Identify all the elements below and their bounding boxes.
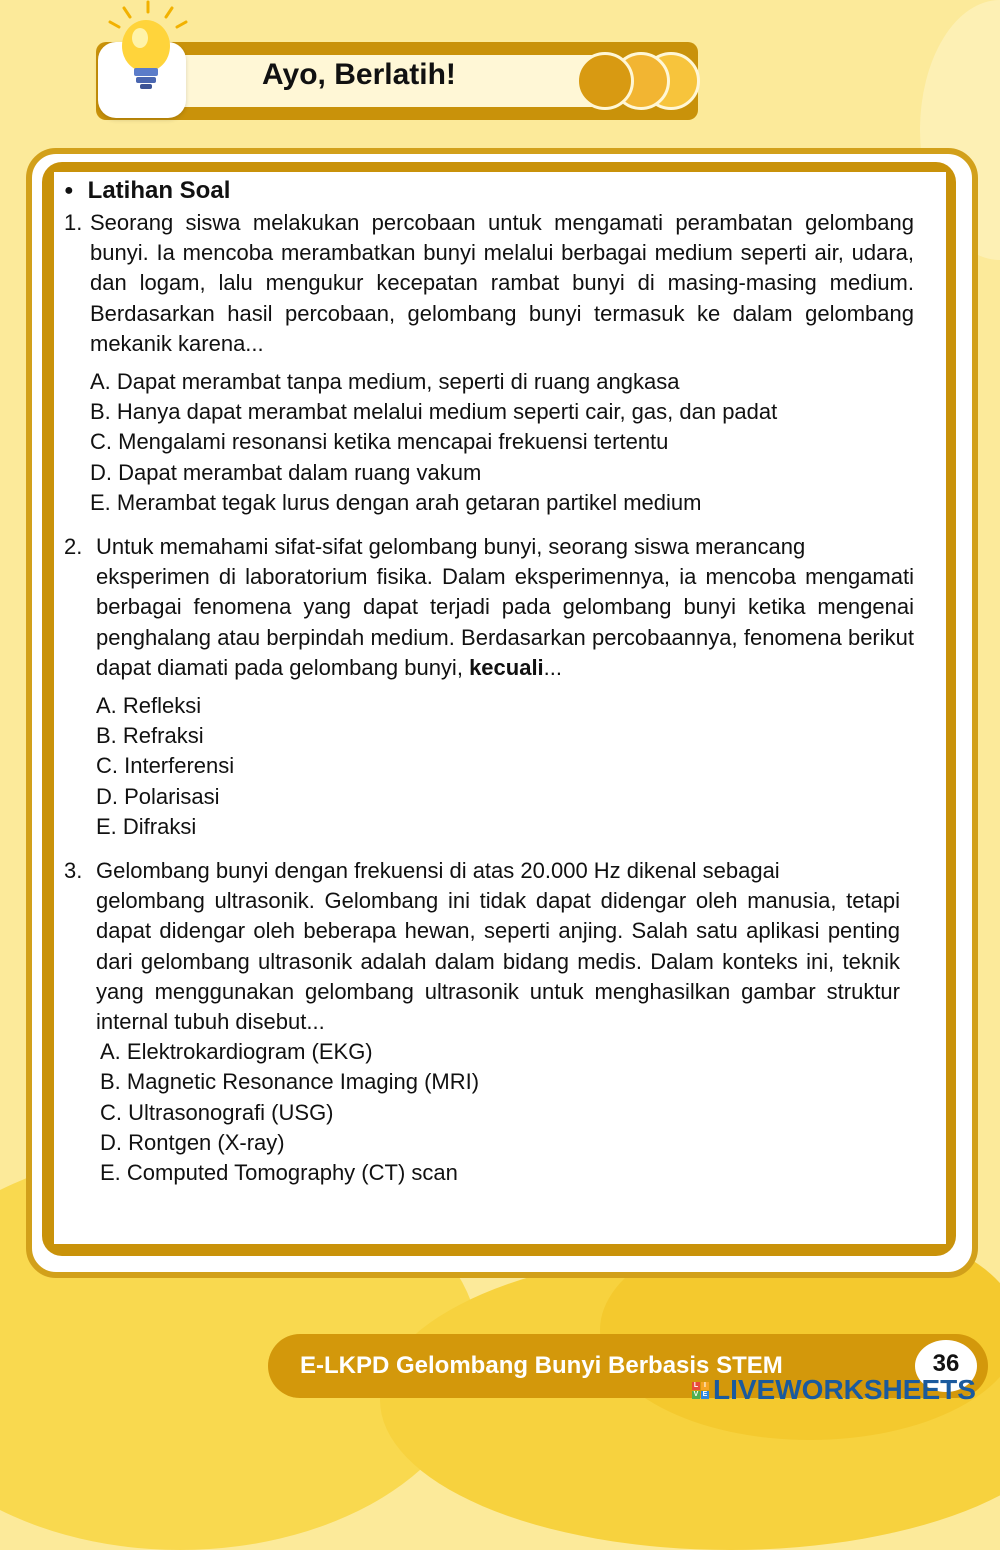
section-heading [64, 176, 914, 206]
question-number: 2. [64, 534, 83, 560]
watermark-text: LIVEWORKSHEETS [713, 1374, 976, 1405]
option-a[interactable]: A. Elektrokardiogram (EKG) [100, 1039, 373, 1065]
option-a[interactable]: A. Dapat merambat tanpa medium, seperti di ruang angkasa [90, 369, 680, 395]
option-e[interactable]: E. Computed Tomography (CT) scan [100, 1160, 458, 1186]
page-title: Ayo, Berlatih! [262, 58, 456, 91]
question-emphasis: kecuali [469, 654, 544, 680]
option-c[interactable]: C. Interferensi [96, 753, 235, 779]
option-b[interactable]: B. Magnetic Resonance Imaging (MRI) [100, 1069, 480, 1095]
page-number: 36 [932, 1350, 960, 1377]
bullet-icon: ● [64, 182, 74, 199]
question-2 [64, 532, 914, 842]
answer-options [96, 691, 914, 842]
option-e[interactable]: E. Difraksi [96, 813, 197, 839]
section-title: Latihan Soal [87, 177, 231, 204]
circle-decoration-icon [576, 52, 634, 110]
question-text: gelombang ultrasonik. Gelombang ini tidak dapat didengar oleh manusia, tetapi dapat didengar oleh beberapa hewan, seperti anjing. Salah satu aplikasi penting dari gelombang ultrasonik adalah dalam bidang medis. Dalam konteks ini, teknik yang menggunakan gelombang ultrasonik untuk menghasilkan gambar struktur internal tubuh disebut... [96, 888, 900, 1035]
option-d[interactable]: D. Rontgen (X-ray) [100, 1129, 285, 1155]
answer-options [90, 367, 914, 518]
question-number: 3. [64, 858, 83, 884]
option-c[interactable]: C. Ultrasonografi (USG) [100, 1099, 334, 1125]
liveworksheets-logo-icon: L I V E [693, 1381, 708, 1398]
question-text-first-line: Untuk memahami sifat-sifat gelombang bunyi, seorang siswa merancang [96, 534, 806, 560]
liveworksheets-watermark [692, 1374, 976, 1406]
option-b[interactable]: B. Hanya dapat merambat melalui medium seperti cair, gas, dan padat [90, 399, 778, 425]
question-text-body: eksperimen di laboratorium fisika. Dalam eksperimennya, ia mencoba mengamati berbagai fenomena yang dapat terjadi pada gelombang bunyi ketika mengenai penghalang atau berpindah medium. Berdasarkan percobaannya, fenomena berikut dapat diamati pada gelombang bunyi, [96, 564, 914, 680]
option-e[interactable]: E. Merambat tegak lurus dengan arah getaran partikel medium [90, 489, 702, 515]
option-b[interactable]: B. Refraksi [96, 723, 204, 749]
option-d[interactable]: D. Polarisasi [96, 783, 220, 809]
question-number: 1. [64, 210, 83, 235]
answer-options [100, 1037, 914, 1188]
lightbulb-icon [100, 0, 196, 100]
question-3 [64, 856, 914, 1188]
footer-title: E-LKPD Gelombang Bunyi Berbasis STEM [300, 1352, 783, 1379]
option-c[interactable]: C. Mengalami resonansi ketika mencapai frekuensi tertentu [90, 429, 669, 455]
question-1 [64, 208, 914, 518]
question-text [96, 562, 914, 683]
exercise-content [64, 176, 914, 1188]
question-text-first-line: Gelombang bunyi dengan frekuensi di atas 20.000 Hz dikenal sebagai [96, 858, 780, 884]
question-ellipsis: ... [543, 654, 563, 680]
option-a[interactable]: A. Refleksi [96, 693, 202, 719]
question-text: Seorang siswa melakukan percobaan untuk mengamati perambatan gelombang bunyi. Ia mencoba merambatkan bunyi melalui berbagai medium seperti air, udara, dan logam, lalu mengukur kecepatan rambat bunyi di masing-masing medium. Berdasarkan hasil percobaan, gelombang bunyi termasuk ke dalam gelombang mekanik karena... [90, 210, 914, 356]
option-d[interactable]: D. Dapat merambat dalam ruang vakum [90, 459, 482, 485]
